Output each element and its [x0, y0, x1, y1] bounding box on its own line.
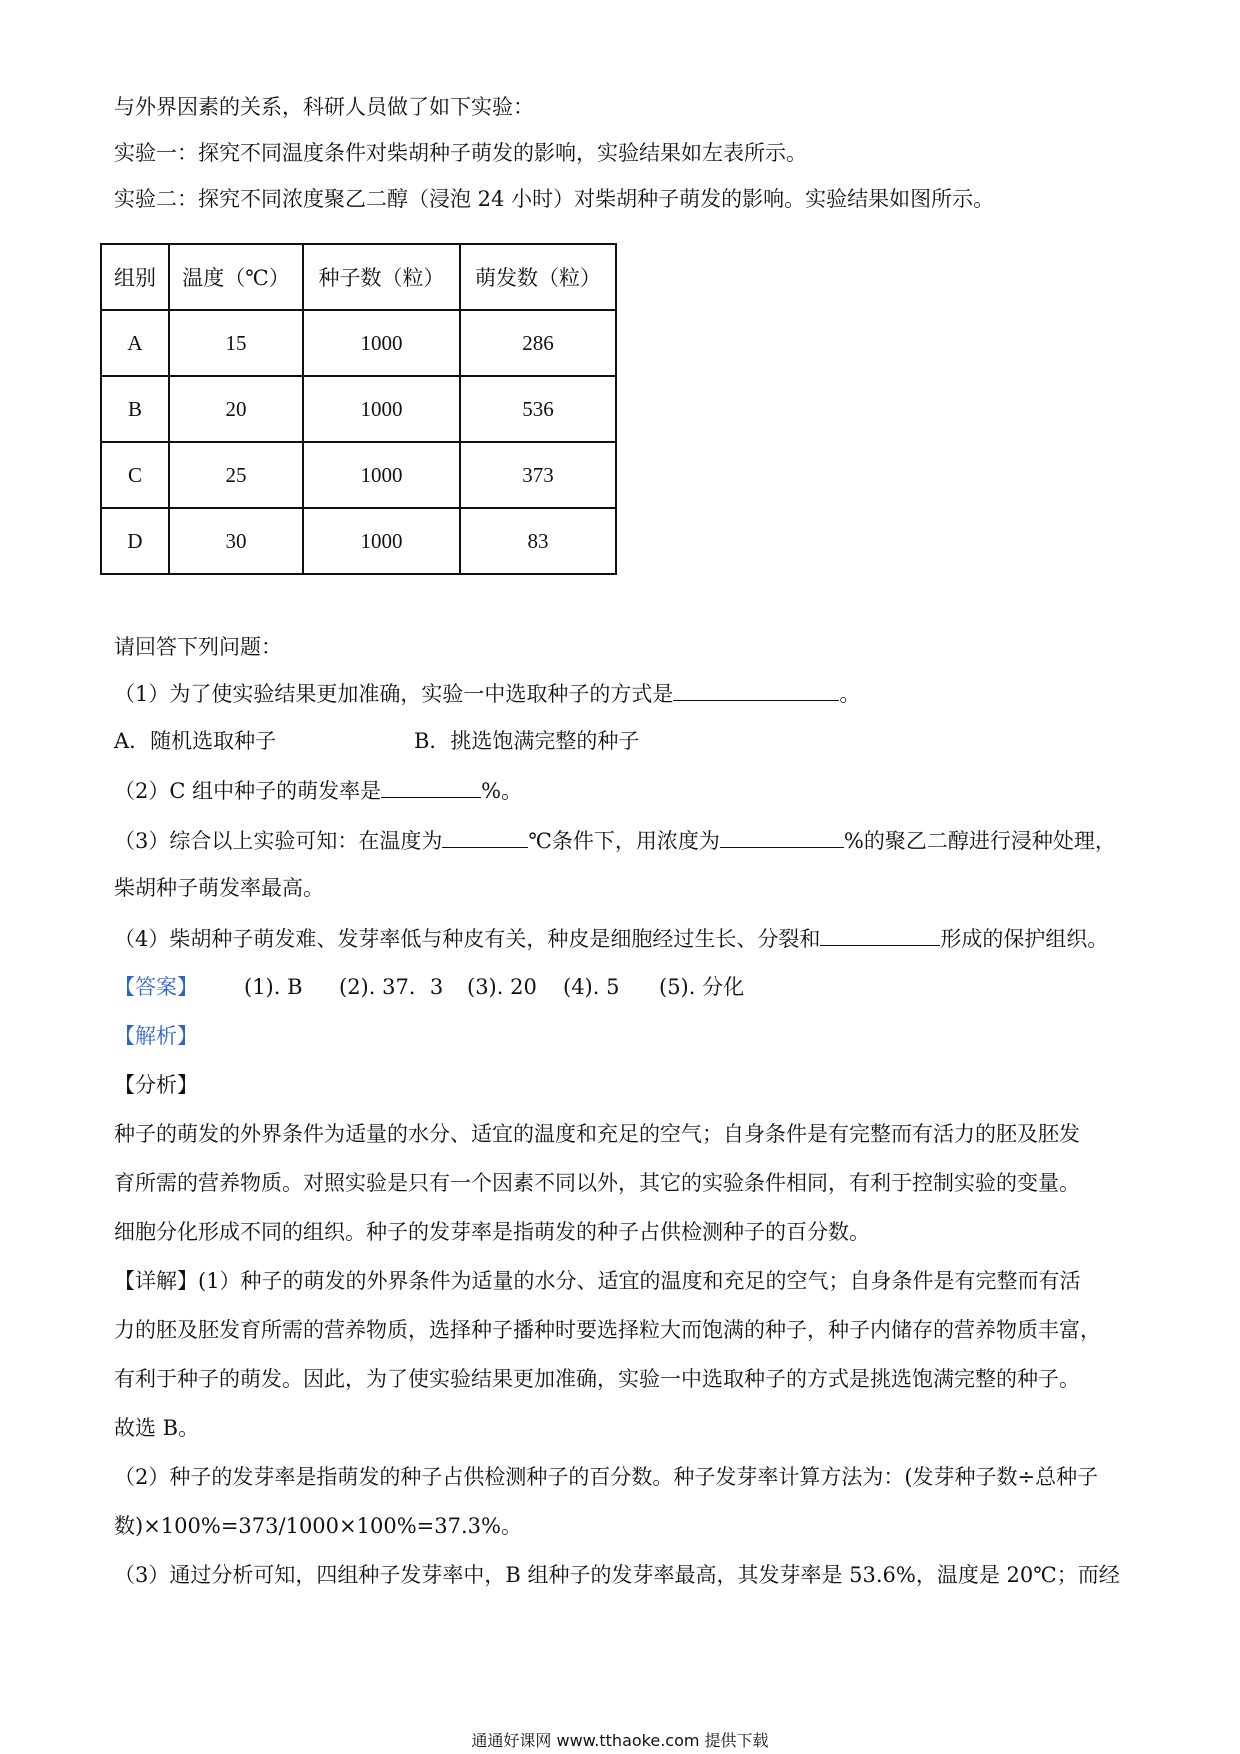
detail-paragraph: 【详解】(1）种子的萌发的外界条件为适量的水分、适宜的温度和充足的空气；自身条件是有完整而有活	[114, 1269, 1081, 1293]
experiment-one: 实验一：探究不同温度条件对柴胡种子萌发的影响，实验结果如左表所示。	[114, 141, 807, 165]
question-4-text-a: （4）柴胡种子萌发难、发芽率低与种皮有关，种皮是细胞经过生长、分裂和	[114, 927, 821, 951]
analysis-paragraph: 种子的萌发的外界条件为适量的水分、适宜的温度和充足的空气；自身条件是有完整而有活力的胚及胚发	[114, 1122, 1080, 1146]
answer-blank	[673, 678, 839, 701]
detail-paragraph: 有利于种子的萌发。因此，为了使实验结果更加准确，实验一中选取种子的方式是挑选饱满完整的种子。	[114, 1367, 1080, 1391]
answer-blank	[720, 825, 844, 848]
answer-3: (3). 20	[467, 975, 537, 999]
table-header-row	[101, 244, 616, 310]
table-header-cell: 温度（℃）	[169, 244, 303, 310]
table-cell: 25	[169, 442, 303, 508]
table-cell: 286	[460, 310, 616, 376]
question-3	[114, 825, 1116, 856]
table-row	[101, 310, 616, 376]
options-line	[114, 726, 639, 756]
analysis-subheading: 【分析】	[114, 1073, 198, 1097]
question-4-text-b: 形成的保护组织。	[940, 927, 1109, 951]
table-cell: 536	[460, 376, 616, 442]
question-1-end: 。	[839, 682, 861, 706]
questions-prompt: 请回答下列问题：	[114, 635, 282, 659]
answer-1: (1). B	[244, 975, 303, 999]
table-row	[101, 442, 616, 508]
question-4	[114, 923, 1108, 954]
table-cell: 373	[460, 442, 616, 508]
question-2	[114, 775, 522, 806]
answer-label: 【答案】	[114, 975, 198, 999]
germination-table	[100, 243, 617, 575]
question-2-text: （2）C 组中种子的萌发率是	[114, 779, 382, 803]
table-cell: 1000	[303, 508, 460, 574]
table-cell: 1000	[303, 442, 460, 508]
table-cell: 30	[169, 508, 303, 574]
table-cell: B	[101, 376, 169, 442]
table-cell: 15	[169, 310, 303, 376]
table-cell: D	[101, 508, 169, 574]
experiment-two: 实验二：探究不同浓度聚乙二醇（浸泡 24 小时）对柴胡种子萌发的影响。实验结果如图所示。	[114, 187, 995, 211]
table-row	[101, 376, 616, 442]
table-cell: 1000	[303, 376, 460, 442]
answer-5: (5). 分化	[659, 975, 745, 999]
answer-line	[114, 972, 744, 1002]
option-a: A．随机选取种子	[114, 729, 277, 753]
table-header-cell: 萌发数（粒）	[460, 244, 616, 310]
question-3-text-b: ℃条件下，用浓度为	[528, 829, 720, 853]
detail-paragraph: 数)×100%=373/1000×100%=37.3%。	[114, 1514, 522, 1538]
answer-4: (4). 5	[563, 975, 620, 999]
detail-paragraph: 力的胚及胚发育所需的营养物质，选择种子播种时要选择粒大而饱满的种子，种子内储存的营养物质丰富，	[114, 1318, 1101, 1342]
answer-blank	[442, 825, 528, 848]
table-cell: C	[101, 442, 169, 508]
option-b: B．挑选饱满完整的种子	[414, 729, 640, 753]
table-cell: 83	[460, 508, 616, 574]
intro-line: 与外界因素的关系，科研人员做了如下实验：	[114, 95, 534, 119]
table-cell: A	[101, 310, 169, 376]
answer-blank	[820, 923, 940, 946]
analysis-paragraph: 育所需的营养物质。对照实验是只有一个因素不同以外，其它的实验条件相同，有利于控制实验的变量。	[114, 1171, 1080, 1195]
page-footer: 通通好课网 www.tthaoke.com 提供下载	[471, 1731, 769, 1750]
table-header-cell: 组别	[101, 244, 169, 310]
question-2-end: %。	[481, 779, 523, 803]
detail-paragraph: 故选 B。	[114, 1416, 200, 1440]
analysis-label: 【解析】	[114, 1024, 198, 1048]
question-3-text-a: （3）综合以上实验可知：在温度为	[114, 829, 443, 853]
answer-blank	[381, 775, 481, 798]
table-row	[101, 508, 616, 574]
question-1	[114, 678, 860, 709]
detail-paragraph: （3）通过分析可知，四组种子发芽率中，B 组种子的发芽率最高，其发芽率是 53.6%，温度是 20℃；而经	[114, 1563, 1120, 1587]
table-header-cell: 种子数（粒）	[303, 244, 460, 310]
question-3-line2: 柴胡种子萌发率最高。	[114, 876, 324, 900]
question-3-text-c: %的聚乙二醇进行浸种处理，	[843, 829, 1116, 853]
question-1-text: （1）为了使实验结果更加准确，实验一中选取种子的方式是	[114, 682, 674, 706]
table-cell: 20	[169, 376, 303, 442]
detail-paragraph: （2）种子的发芽率是指萌发的种子占供检测种子的百分数。种子发芽率计算方法为：(发芽种子数÷总种子	[114, 1465, 1099, 1489]
answer-2: (2). 37．3	[339, 975, 444, 999]
table-cell: 1000	[303, 310, 460, 376]
analysis-paragraph: 细胞分化形成不同的组织。种子的发芽率是指萌发的种子占供检测种子的百分数。	[114, 1220, 870, 1244]
